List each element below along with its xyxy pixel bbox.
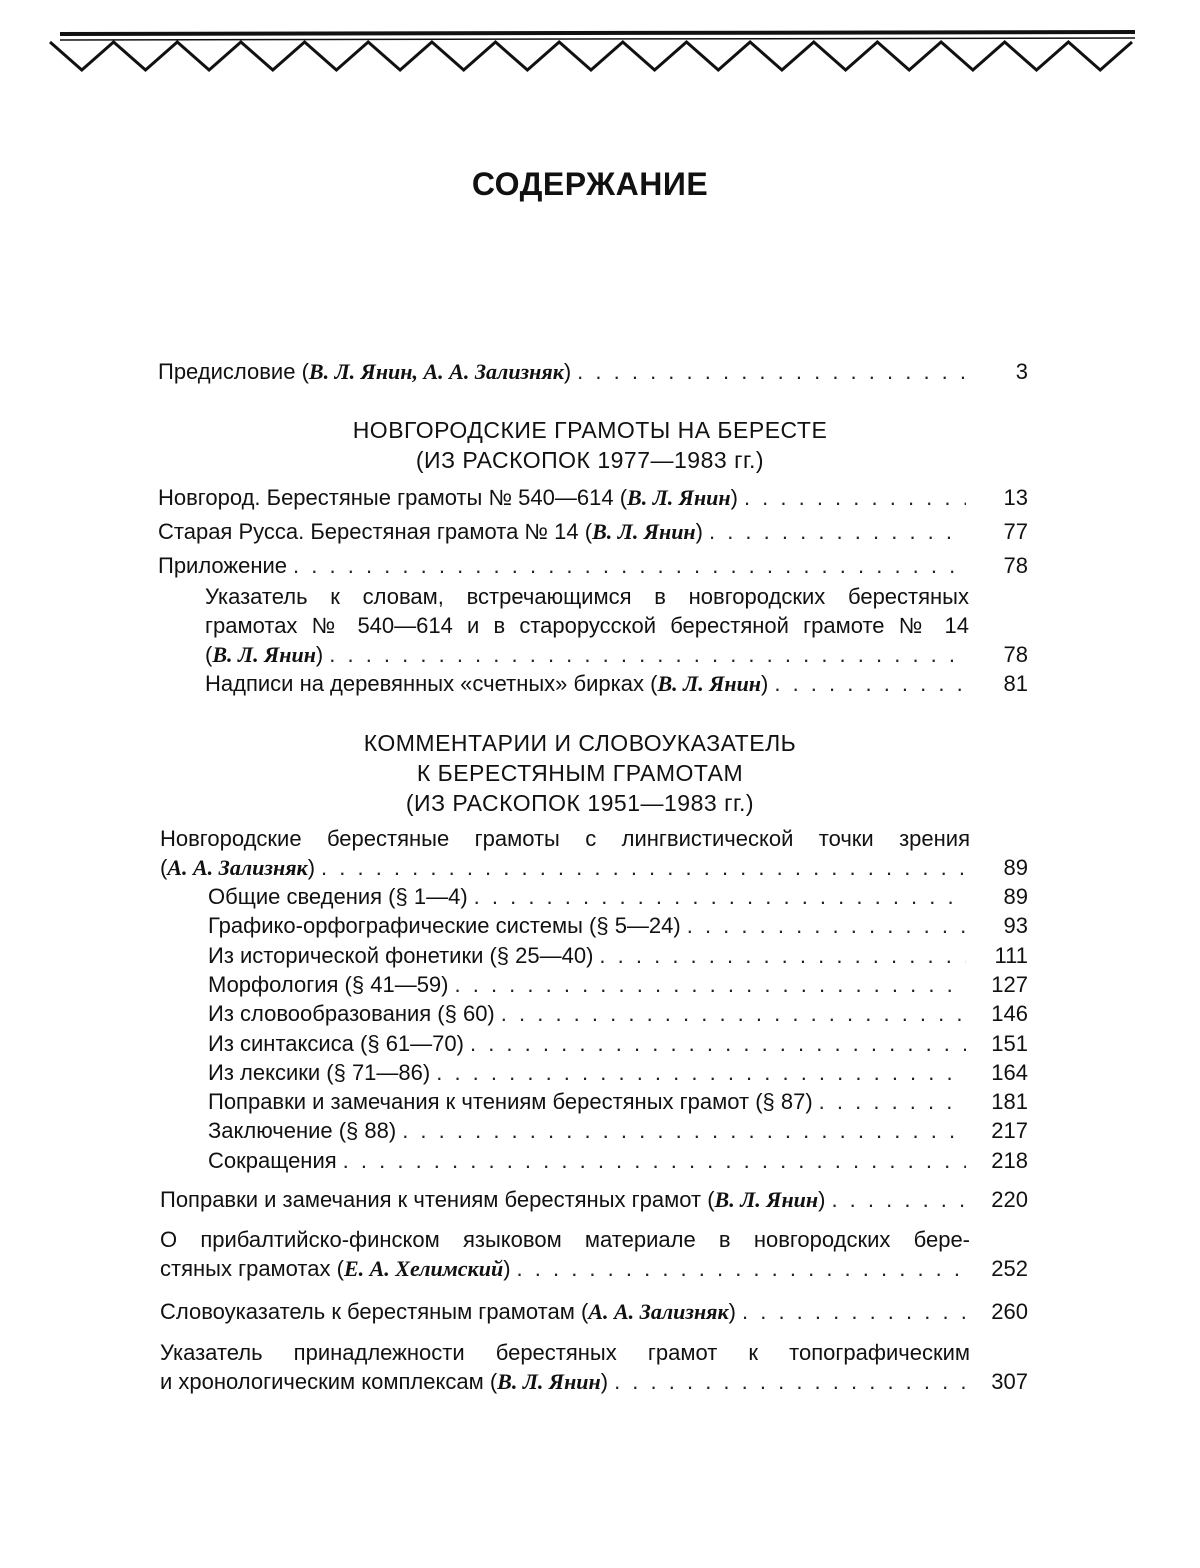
section-heading-2-line2: К БЕРЕСТЯНЫМ ГРАМОТАМ [416, 760, 744, 786]
dot-leader [402, 1116, 966, 1146]
dot-leader [687, 911, 966, 941]
page-number: 89 [1003, 884, 1028, 909]
dot-leader [436, 1058, 966, 1088]
page-number: 77 [1003, 519, 1028, 544]
subentry-title: Из словообразования (§ 60) [208, 1001, 495, 1027]
subentry-title: Сокращения [208, 1147, 337, 1173]
page-number: 93 [1003, 913, 1028, 939]
subentry-title: Из лексики (§ 71—86) [208, 1059, 431, 1085]
section-heading-1-sub: (ИЗ РАСКОПОК 1977—1983 гг.) [415, 447, 765, 473]
zigzag-ornament [40, 28, 1140, 78]
dot-leader [709, 517, 966, 547]
dot-leader [343, 1146, 966, 1176]
subentry-title: Поправки и замечания к чтениям берестяных грамот (§ 87) [208, 1089, 813, 1115]
dot-leader [517, 1254, 966, 1284]
dot-leader [474, 882, 966, 912]
toc-entry-linguistic-line1: Новгородские берестяные грамоты с лингвистической точки зрения [160, 826, 970, 851]
toc-entry-baltic[interactable]: стяных грамотах (Е. А. Хелимский) . . . 252 [160, 1254, 1028, 1284]
toc-subentry[interactable] [208, 999, 1028, 1029]
dot-leader [470, 1029, 966, 1059]
toc-entry-staraya-russa[interactable]: Старая Русса. Берестяная грамота № 14 (В. Л. Янин) . . . 77 [158, 517, 1028, 547]
dot-leader [455, 970, 967, 1000]
dot-leader [599, 941, 966, 971]
page-number: 151 [991, 1030, 1028, 1056]
page-title: СОДЕРЖАНИЕ [471, 166, 709, 202]
subentry-title: Графико-орфографические системы (§ 5—24) [208, 913, 681, 939]
toc-entry-preface[interactable]: Предисловие (В. Л. Янин, А. А. Зализняк) . . . 3 [158, 357, 1028, 387]
page-number: 111 [994, 942, 1028, 968]
toc-entry-appendix[interactable]: Приложение . . . 78 [158, 551, 1028, 581]
dot-leader [329, 640, 966, 670]
page-number: 3 [1015, 359, 1028, 384]
page-number: 78 [1003, 553, 1028, 578]
page-number: 307 [991, 1369, 1028, 1394]
dot-leader [501, 999, 966, 1029]
section-heading-1: НОВГОРОДСКИЕ ГРАМОТЫ НА БЕРЕСТЕ [352, 417, 828, 443]
toc-subentry[interactable] [208, 1058, 1028, 1088]
subentry-title: Морфология (§ 41—59) [208, 971, 449, 997]
subentry-title: Из синтаксиса (§ 61—70) [208, 1030, 464, 1056]
toc-entry-topo[interactable]: и хронологическим комплексам (В. Л. Янин) . . . 307 [160, 1367, 1028, 1397]
section-heading-2-line3: (ИЗ РАСКОПОК 1951—1983 гг.) [405, 790, 755, 816]
toc-subentry[interactable] [208, 1116, 1028, 1146]
toc-subentry[interactable] [208, 1029, 1028, 1059]
page-number: 146 [991, 1001, 1028, 1027]
toc-entry-tags[interactable]: Надписи на деревянных «счетных» бирках (В. Л. Янин) . . . 81 [205, 669, 1028, 699]
subentry-title: Из исторической фонетики (§ 25—40) [208, 942, 594, 968]
dot-leader [293, 551, 966, 581]
toc-subentry[interactable] [208, 941, 1028, 971]
dot-leader [831, 1185, 966, 1215]
page-number: 218 [991, 1147, 1028, 1173]
dot-leader [321, 853, 966, 883]
toc-entry-word-index-full[interactable]: Словоуказатель к берестяным грамотам (А. А. Зализняк) . . . 260 [160, 1297, 1028, 1327]
dot-leader [774, 669, 966, 699]
toc-subentry[interactable] [208, 882, 1028, 912]
subentry-title: Заключение (§ 88) [208, 1118, 397, 1144]
subentry-title: Общие сведения (§ 1—4) [208, 884, 468, 909]
toc-entry-topo-line1: Указатель принадлежности берестяных грамот к топографическим [160, 1340, 970, 1365]
toc-subentry[interactable] [208, 1146, 1028, 1176]
page-number: 252 [991, 1256, 1028, 1281]
dot-leader [577, 357, 966, 387]
toc-entry-word-index-line2: грамотах № 540—614 и в старорусской берестяной грамоте № 14 [205, 613, 969, 638]
page-number: 127 [991, 971, 1028, 997]
page-number: 81 [1003, 671, 1028, 696]
toc-subentry[interactable] [208, 1087, 1028, 1117]
page-number: 78 [1003, 642, 1028, 667]
dot-leader [614, 1367, 966, 1397]
toc-entry-word-index[interactable]: (В. Л. Янин) . . . 78 [205, 640, 1028, 670]
toc-entry-novgorod[interactable]: Новгород. Берестяные грамоты № 540—614 (В. Л. Янин) . . . 13 [158, 483, 1028, 513]
toc-entry-baltic-line1: О прибалтийско-финском языковом материале в новгородских бере- [160, 1227, 970, 1252]
dot-leader [742, 1297, 966, 1327]
page-number: 13 [1003, 485, 1028, 510]
dot-leader [819, 1087, 966, 1117]
page-number: 181 [991, 1089, 1028, 1115]
toc-entry-corrections[interactable]: Поправки и замечания к чтениям берестяных грамот (В. Л. Янин) . . . 220 [160, 1185, 1028, 1215]
page-number: 89 [1003, 855, 1028, 880]
page-number: 260 [991, 1299, 1028, 1324]
dot-leader [744, 483, 966, 513]
toc-subentry[interactable] [208, 970, 1028, 1000]
toc-entry-word-index-line1: Указатель к словам, встречающимся в новгородских берестяных [205, 584, 969, 609]
section-heading-2: КОММЕНТАРИИ И СЛОВОУКАЗАТЕЛЬ [363, 730, 797, 756]
toc-entry-linguistic[interactable]: (А. А. Зализняк) . . . 89 [160, 853, 1028, 883]
toc-subentry[interactable] [208, 911, 1028, 941]
page-number: 164 [991, 1059, 1028, 1085]
page-number: 220 [991, 1187, 1028, 1212]
page-number: 217 [991, 1118, 1028, 1144]
